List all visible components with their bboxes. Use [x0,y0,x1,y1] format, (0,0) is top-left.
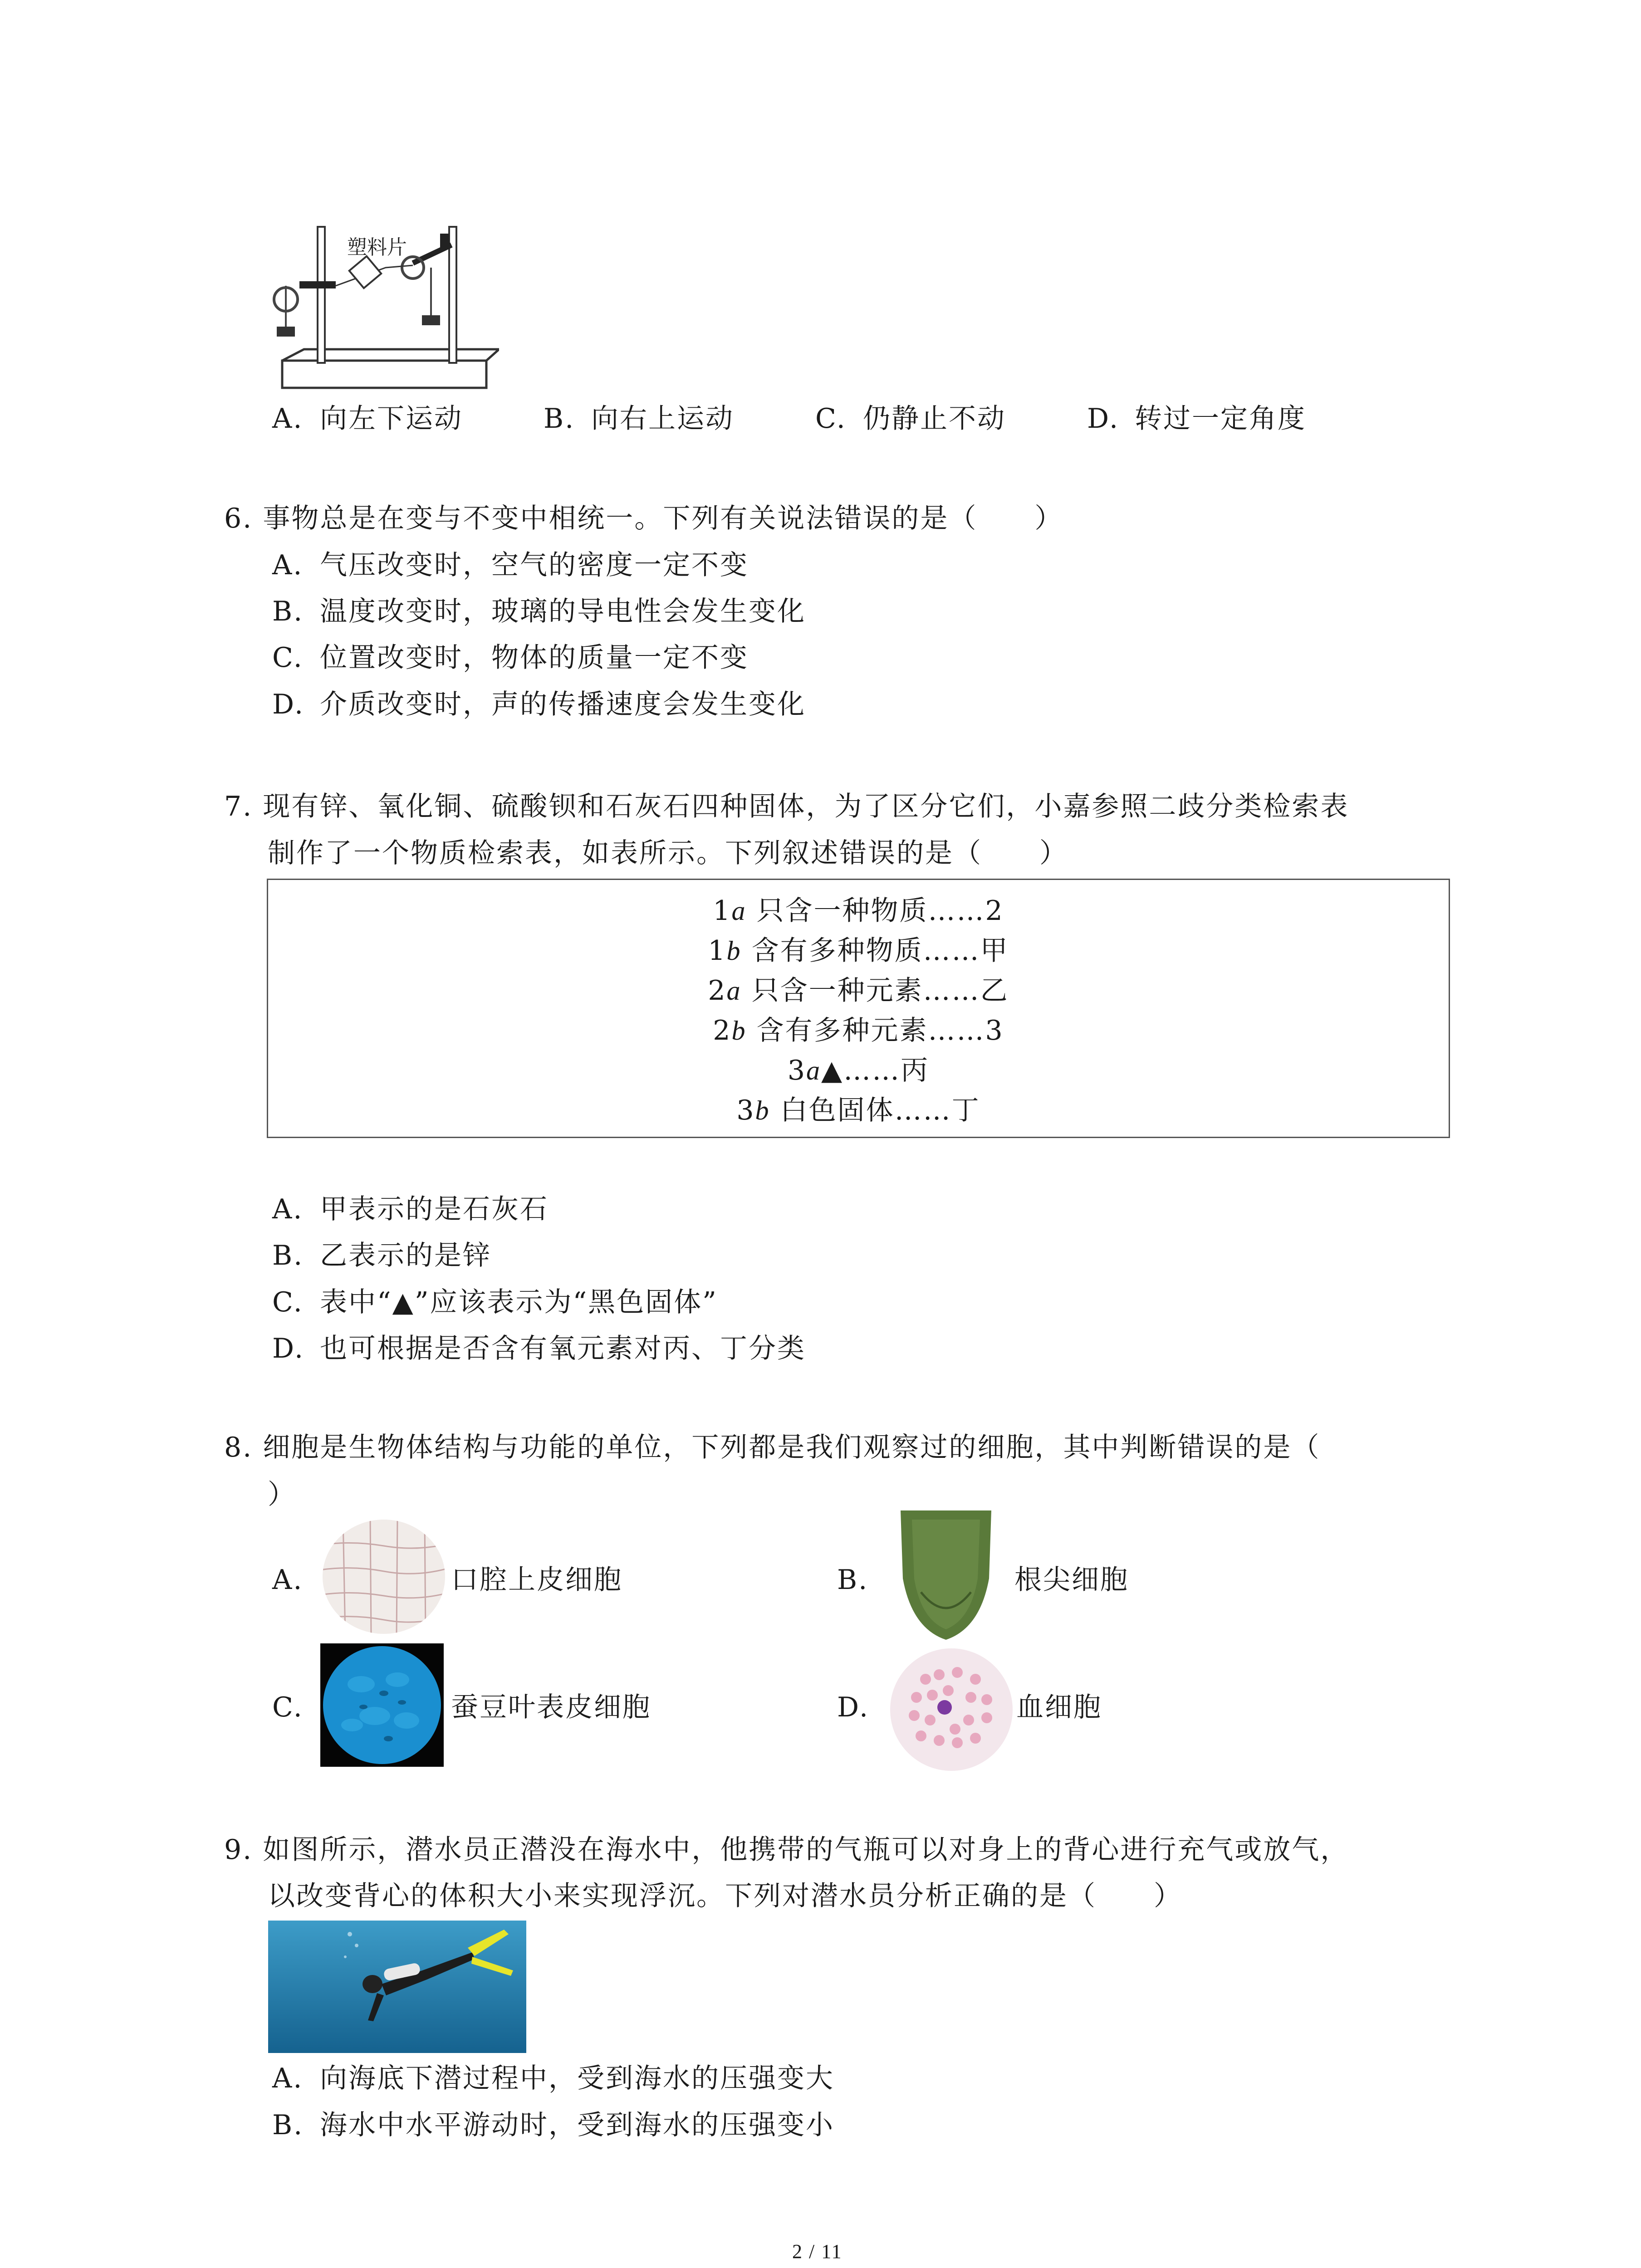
q9-stem-line2: 以改变背心的体积大小来实现浮沉。下列对潜水员分析正确的是（ ） [268,1880,1182,1912]
page-number: 2 / 11 [792,2240,843,2263]
cheek-cell-image [320,1518,447,1636]
q7-stem-line2: 制作了一个物质检索表，如表所示。下列叙述错误的是（ ） [268,837,1068,869]
q5-option-b: B. 向右上运动 [544,403,734,435]
q8-option-c-label: C. [272,1691,304,1723]
q9-option-b: B. 海水中水平游动时，受到海水的压强变小 [272,2109,834,2141]
q8-option-b-label: B. [837,1564,869,1596]
q6-stem: 6. 事物总是在变与不变中相统一。下列有关说法错误的是（ ） [224,503,1063,534]
q6-option-b: B. 温度改变时，玻璃的导电性会发生变化 [272,596,806,627]
key-row: 1a 只含一种物质……2 [713,895,1004,927]
plastic-sheet-label: 塑料片 [347,236,407,259]
blood-cell-image [889,1647,1014,1772]
q6-option-c: C. 位置改变时，物体的质量一定不变 [272,642,749,674]
q8-option-a-text: 口腔上皮细胞 [451,1564,622,1596]
q8-stem-line2: ） [268,1479,296,1510]
broad-bean-leaf-epidermis-image [320,1643,444,1767]
q7-option-d: D. 也可根据是否含有氧元素对丙、丁分类 [272,1333,806,1364]
q8-option-d-text: 血细胞 [1016,1691,1102,1723]
q5-apparatus-figure [272,218,499,399]
q9-option-a: A. 向海底下潜过程中，受到海水的压强变大 [272,2063,834,2094]
q5-option-d: D. 转过一定角度 [1087,403,1306,435]
q8-option-c-text: 蚕豆叶表皮细胞 [451,1691,651,1723]
q5-option-a: A. 向左下运动 [272,403,463,435]
q5-option-c: C. 仍静止不动 [815,403,1006,435]
key-row: 3a▲……丙 [787,1055,930,1086]
q7-option-a: A. 甲表示的是石灰石 [272,1193,549,1225]
q8-option-b-text: 根尖细胞 [1014,1564,1129,1596]
q9-stem-line1: 9. 如图所示，潜水员正潜没在海水中，他携带的气瓶可以对身上的背心进行充气或放气， [224,1834,1349,1866]
q6-option-d: D. 介质改变时，声的传播速度会发生变化 [272,689,806,720]
q7-option-b: B. 乙表示的是锌 [272,1240,491,1271]
q7-stem-line1: 7. 现有锌、氧化铜、硫酸钡和石灰石四种固体，为了区分它们，小嘉参照二歧分类检索表 [224,791,1349,822]
root-tip-image [894,1510,998,1642]
q7-option-c: C. 表中“▲”应该表示为“黑色固体” [272,1286,718,1318]
key-row: 1b 含有多种物质……甲 [708,935,1009,967]
classification-key-table [267,879,1450,1138]
diver-photo [268,1921,526,2053]
key-row: 2a 只含一种元素……乙 [708,975,1009,1007]
key-row: 3b 白色固体……丁 [736,1095,980,1126]
q8-option-d-label: D. [837,1691,870,1723]
q8-option-a-label: A. [272,1564,304,1596]
q6-option-a: A. 气压改变时，空气的密度一定不变 [272,549,749,581]
q8-stem-line1: 8. 细胞是生物体结构与功能的单位，下列都是我们观察过的细胞，其中判断错误的是（ [224,1432,1321,1463]
key-row: 2b 含有多种元素……3 [713,1015,1004,1046]
